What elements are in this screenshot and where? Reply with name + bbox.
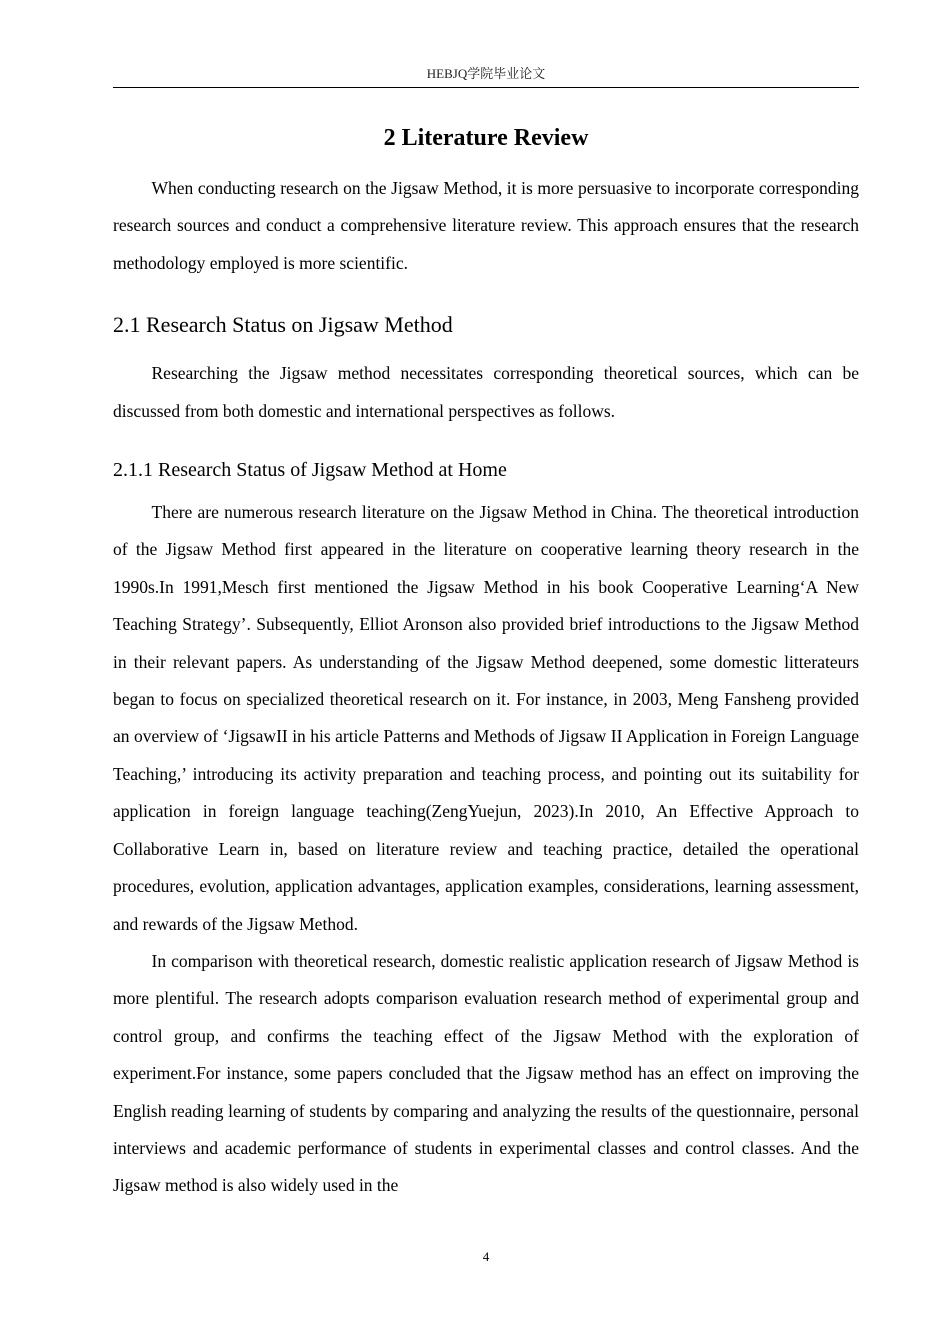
section-2-1-1-paragraph-2: In comparison with theoretical research, domestic realistic application research of Jigsaw Method is more plentiful. The research adopts comparison evaluation research method of experimental group and control group, and confirms the teaching effect of the Jigsaw Method with the exploration of experiment.For instance, some papers concluded that the Jigsaw method has an effect on improving the English reading learning of students by comparing and analyzing the results of the questionnaire, personal interviews and academic performance of students in experimental classes and control classes. And the Jigsaw method is also widely used in the <box>113 950 859 1196</box>
section-2-1-paragraph: Researching the Jigsaw method necessitates corresponding theoretical sources, which can be discussed from both domestic and international perspectives as follows. <box>113 363 859 421</box>
header-divider <box>113 87 859 88</box>
chapter-title: 2 Literature Review <box>383 125 589 151</box>
page-header: HEBJQ学院毕业论文 <box>426 66 546 81</box>
section-2-1-1-paragraph-1: There are numerous research literature on the Jigsaw Method in China. The theoretical introduction of the Jigsaw Method first appeared in the literature on cooperative learning theory research in the 1990s.In 1991,Mesch first mentioned the Jigsaw Method in his book Cooperative Learning‘A New Teaching Strategy’. Subsequently, Elliot Aronson also provided brief introductions to the Jigsaw Method in their relevant papers. As understanding of the Jigsaw Method deepened, some domestic litterateurs began to focus on specialized theoretical research on it. For instance, in 2003, Meng Fansheng provided an overview of ‘JigsawII in his article Patterns and Methods of Jigsaw II Application in Foreign Language Teaching,’ introducing its activity preparation and teaching process, and pointing out its suitability for application in foreign language teaching(ZengYuejun, 2023).In 2010, An Effective Approach to Collaborative Learn in, based on literature review and teaching practice, detailed the operational procedures, evolution, application advantages, application examples, considerations, learning assessment, and rewards of the Jigsaw Method. <box>113 502 859 934</box>
section-2-1-heading: 2.1 Research Status on Jigsaw Method <box>113 312 453 338</box>
page-content <box>113 118 859 1205</box>
page-number: 4 <box>482 1249 490 1264</box>
section-2-1-1-heading: 2.1.1 Research Status of Jigsaw Method at Home <box>113 459 507 482</box>
chapter-intro-paragraph: When conducting research on the Jigsaw Method, it is more persuasive to incorporate corresponding research sources and conduct a comprehensive literature review. This approach ensures that the research methodology employed is more scientific. <box>113 178 859 273</box>
